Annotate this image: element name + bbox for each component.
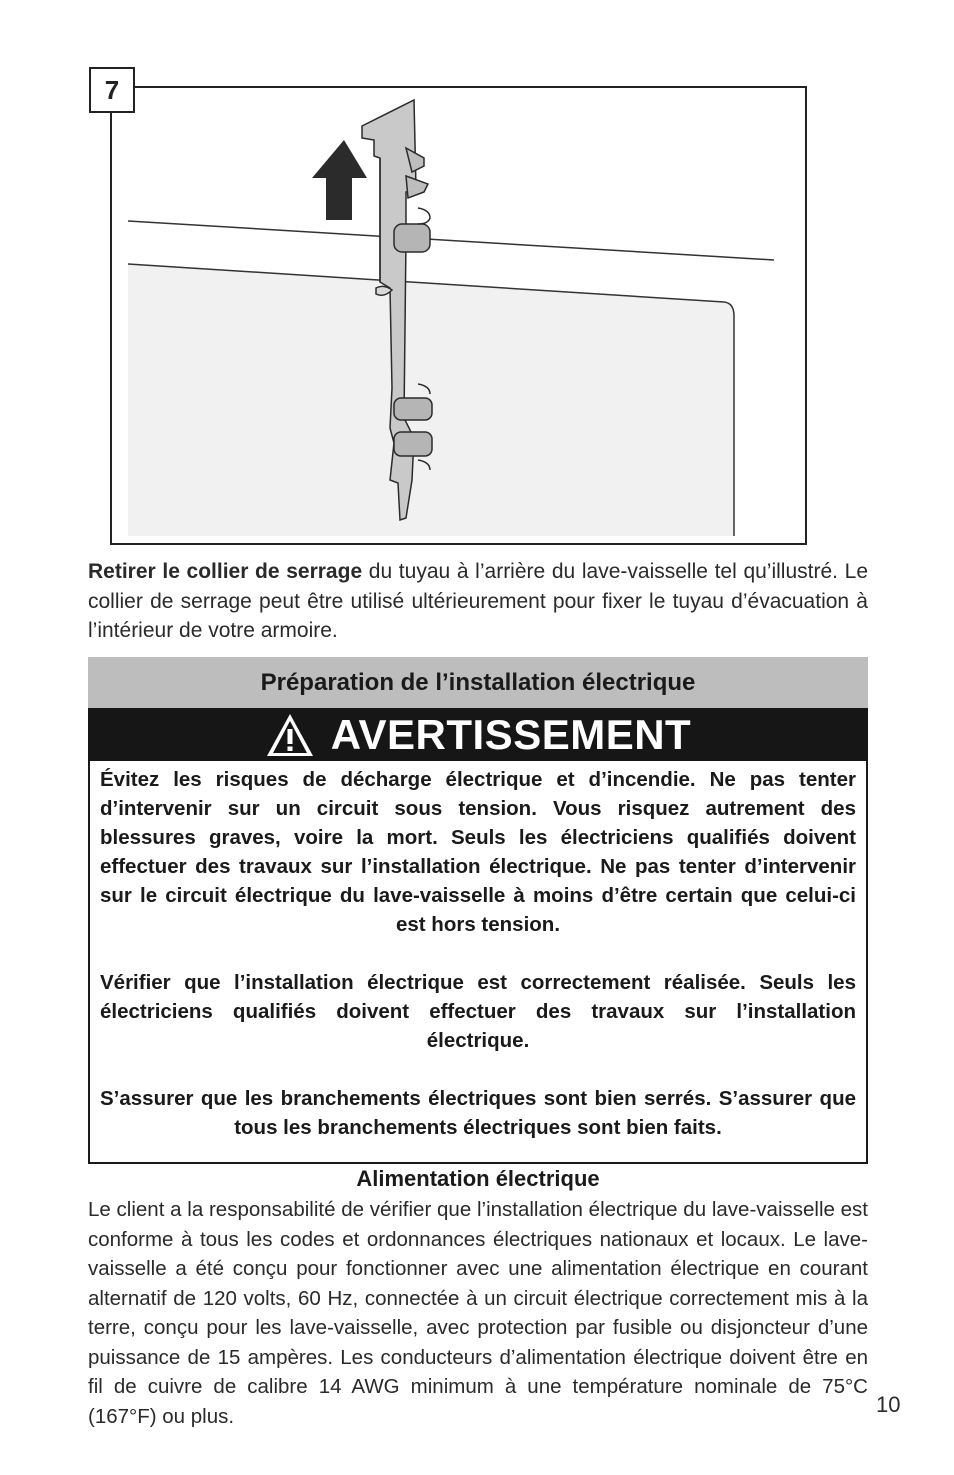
power-heading: Alimentation électrique [356, 1166, 600, 1191]
arrow-up-icon [312, 140, 367, 220]
caption-text: du tuyau à l’arrière du lave-vaisselle tel qu’illustré. Le collier de serrage peut être utilisé ultérieurement pour fixer le tuyau d’évacuation à l’intérieur de votre armoire. [88, 560, 868, 642]
caption-bold-lead: Retirer le collier de serrage [88, 560, 363, 583]
step-number: 7 [89, 67, 135, 113]
section-title: Préparation de l’installation électrique [88, 657, 868, 708]
warning-paragraph: Vérifier que l’installation électrique est correctement réalisée. Seuls les électriciens qualifiés doivent effectuer des travaux sur l’installation électrique. [100, 971, 856, 1052]
page-number: 10 [876, 1392, 901, 1417]
warning-body [88, 761, 868, 1164]
step-caption [88, 557, 868, 646]
power-paragraph: Le client a la responsabilité de vérifier que l’installation électrique du lave-vaisselle est conforme à tous les codes et ordonnances électriques nationaux et locaux. Le lave-vaisselle a été conçu pour fonctionner avec une alimentation électrique en courant alternatif de 120 volts, 60 Hz, connectée à un circuit électrique correctement mis à la terre, conçu pour les lave-vaisselle, avec protection par fusible ou disjoncteur d’une puissance de 15 ampères. Les conducteurs d’alimentation électrique doivent être en fil de cuivre de calibre 14 AWG minimum à une température nominale de 75°C (167°F) ou plus. [88, 1198, 868, 1428]
step-illustration [110, 86, 807, 545]
hose-clamp-illustration [112, 88, 809, 547]
warning-title: AVERTISSEMENT [330, 710, 692, 758]
warning-banner [88, 708, 868, 761]
warning-triangle-icon [265, 712, 315, 758]
warning-paragraph: S’assurer que les branchements électriques sont bien serrés. S’assurer que tous les branchements électriques sont bien faits. [100, 1087, 856, 1139]
warning-paragraph: Évitez les risques de décharge électrique et d’incendie. Ne pas tenter d’intervenir sur un circuit sous tension. Vous risquez autrement des blessures graves, voire la mort. Seuls les électriciens qualifiés doivent effectuer des travaux sur l’installation électrique. Ne pas tenter d’intervenir sur le circuit électrique du lave-vaisselle à moins d’être certain que celui-ci est hors tension. [100, 768, 856, 936]
